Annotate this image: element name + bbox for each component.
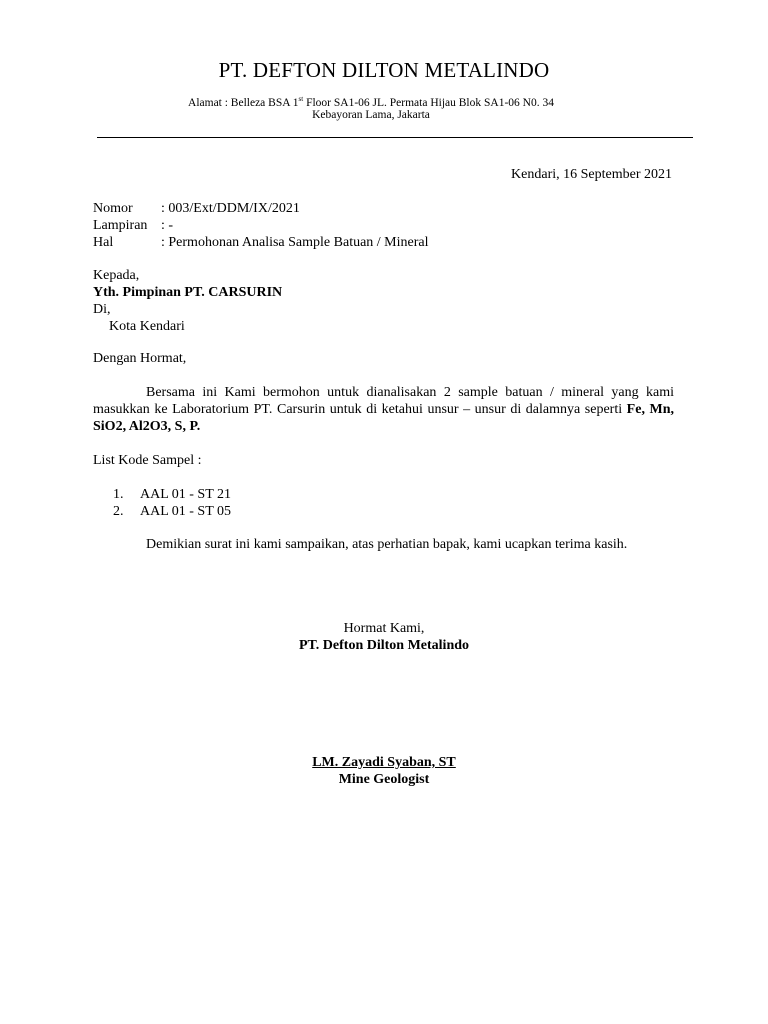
list-item-number: 1. — [113, 487, 124, 502]
sample-list — [113, 486, 231, 520]
paragraph-closing-text: Demikian surat ini kami sampaikan, atas perhatian bapak, kami ucapkan terima kasih. — [146, 537, 628, 552]
recipient-kepada: Kepada, — [93, 268, 140, 283]
paragraph-closing — [93, 536, 674, 553]
closing-salutation: Hormat Kami, — [343, 621, 425, 636]
signature-block — [0, 754, 768, 788]
address-prefix: Alamat : Belleza BSA 1 — [188, 96, 299, 109]
closing-block — [0, 620, 768, 654]
meta-label: Lampiran — [93, 218, 148, 233]
meta-value: : 003/Ext/DDM/IX/2021 — [161, 201, 300, 216]
meta-label: Nomor — [93, 201, 133, 216]
address-suffix: Floor SA1-06 JL. Permata Hijau Blok SA1-06 N0. 34 — [303, 96, 554, 109]
company-address-line2: Kebayoran Lama, Jakarta — [312, 109, 430, 121]
meta-row-nomor — [93, 200, 429, 217]
greeting: Dengan Hormat, — [93, 351, 187, 366]
paragraph-request — [93, 384, 674, 435]
signer-name: LM. Zayadi Syaban, ST — [312, 755, 456, 770]
letterhead-divider — [97, 137, 693, 138]
paragraph-request-text: Bersama ini Kami bermohon untuk dianalisakan 2 sample batuan / mineral yang kami masukkan ke Laboratorium PT. Carsurin untuk di ketahui unsur – unsur di dalamnya seperti — [93, 385, 674, 417]
sample-list-heading: List Kode Sampel : — [93, 453, 202, 468]
recipient-name: Yth. Pimpinan PT. CARSURIN — [93, 285, 283, 300]
recipient-block — [93, 267, 282, 335]
meta-row-hal — [93, 234, 429, 251]
list-item-code: AAL 01 - ST 05 — [140, 504, 231, 519]
list-item — [113, 503, 231, 520]
address-superscript: st — [298, 95, 304, 103]
closing-company: PT. Defton Dilton Metalindo — [298, 638, 470, 653]
meta-value: : Permohonan Analisa Sample Batuan / Mineral — [161, 235, 429, 250]
list-item-number: 2. — [113, 504, 124, 519]
letter-date: Kendari, 16 September 2021 — [511, 167, 672, 182]
meta-label: Hal — [93, 235, 114, 250]
company-name: PT. DEFTON DILTON METALINDO — [218, 58, 550, 82]
recipient-di: Di, — [93, 302, 111, 317]
paragraph-request-elements: Fe, Mn, SiO2, Al2O3, S, P. — [93, 402, 674, 434]
company-address — [0, 95, 742, 109]
meta-row-lampiran — [93, 217, 429, 234]
recipient-city: Kota Kendari — [109, 319, 185, 334]
signer-title: Mine Geologist — [338, 772, 430, 787]
list-item-code: AAL 01 - ST 21 — [140, 487, 231, 502]
list-item — [113, 486, 231, 503]
letter-meta — [93, 200, 429, 251]
meta-value: : - — [161, 218, 174, 233]
